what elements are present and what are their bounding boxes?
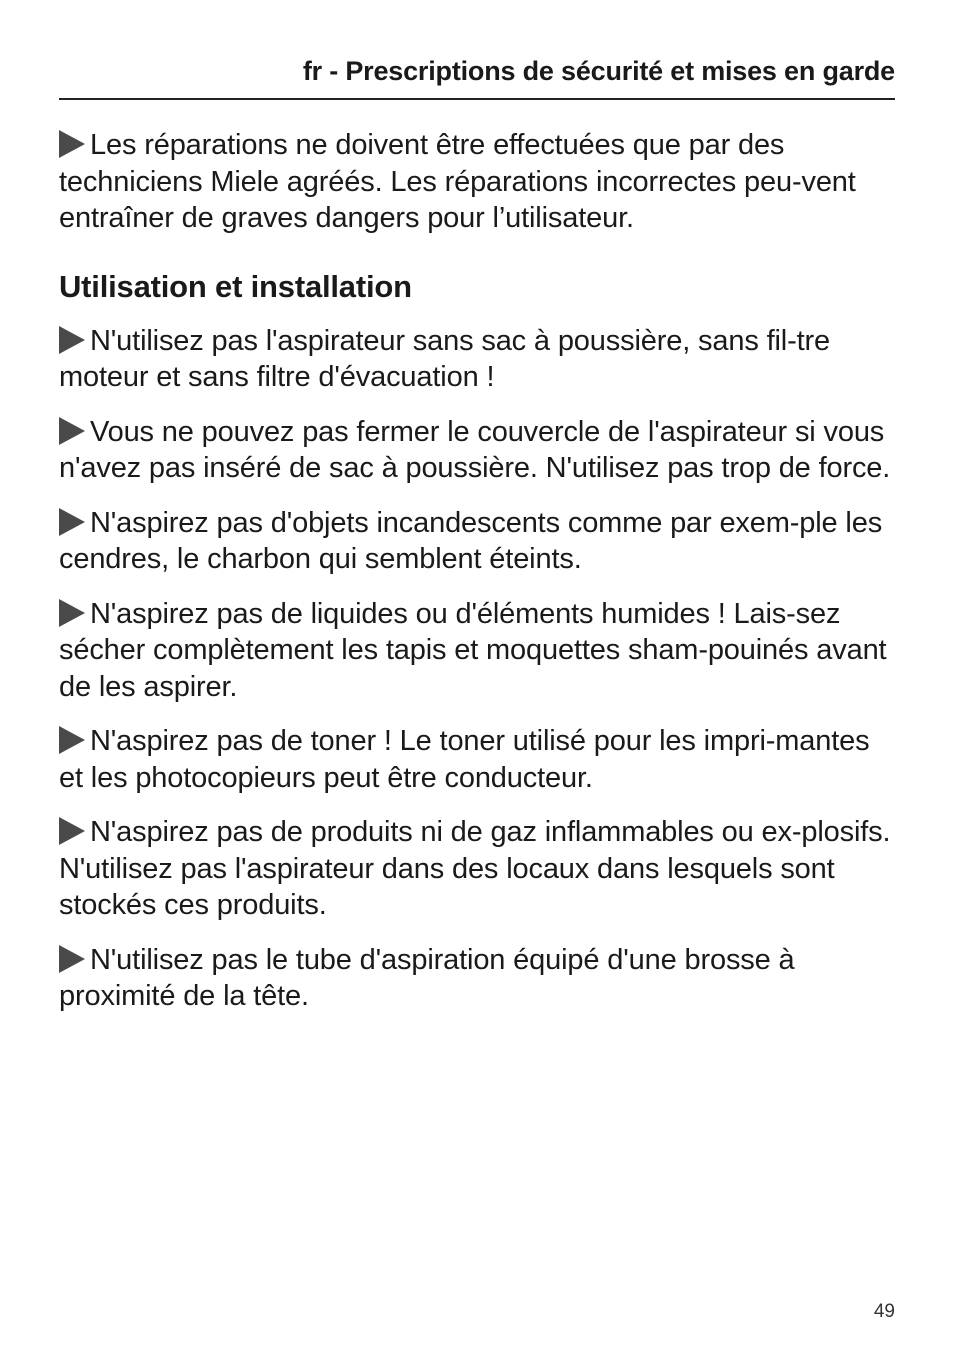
section-heading: Utilisation et installation (59, 268, 412, 304)
safety-item-text: N'aspirez pas d'objets incandescents comme par exem-ple les cendres, le charbon qui semblent éteints. (59, 506, 883, 575)
triangle-bullet-icon (59, 599, 85, 627)
safety-item-text: N'aspirez pas de produits ni de gaz inflammables ou ex-plosifs. N'utilisez pas l'aspirateur dans des locaux dans lesquels sont stockés ces produits. (59, 816, 891, 921)
triangle-bullet-icon (59, 508, 85, 536)
safety-item (59, 723, 895, 796)
safety-item (59, 505, 895, 578)
safety-item-text: N'utilisez pas le tube d'aspiration équipé d'une brosse à proximité de la tête. (59, 943, 795, 1012)
safety-item (59, 814, 895, 924)
page-header (59, 52, 895, 100)
page-title: fr - Prescriptions de sécurité et mises en garde (302, 56, 895, 86)
safety-item-text: N'aspirez pas de toner ! Le toner utilisé pour les impri-mantes et les photocopieurs peut être conducteur. (59, 725, 870, 794)
safety-item-text: N'utilisez pas l'aspirateur sans sac à poussière, sans fil-tre moteur et sans filtre d'évacuation ! (59, 324, 830, 393)
intro-paragraph (59, 127, 895, 237)
safety-item-text: Vous ne pouvez pas fermer le couvercle de l'aspirateur si vous n'avez pas inséré de sac à poussière. N'utilisez pas trop de force. (59, 415, 891, 484)
triangle-bullet-icon (59, 945, 85, 973)
triangle-bullet-icon (59, 817, 85, 845)
safety-item (59, 596, 895, 706)
triangle-bullet-icon (59, 130, 85, 158)
intro-text: Les réparations ne doivent être effectuées que par des techniciens Miele agréés. Les réparations incorrectes peu-vent entraîner de graves dangers pour l’utilisateur. (59, 129, 856, 234)
safety-item (59, 323, 895, 396)
safety-item (59, 942, 895, 1015)
safety-item (59, 414, 895, 487)
safety-item-text: N'aspirez pas de liquides ou d'éléments humides ! Lais-sez sécher complètement les tapis et moquettes sham-pouinés avant de les aspirer. (59, 597, 887, 703)
triangle-bullet-icon (59, 326, 85, 354)
triangle-bullet-icon (59, 726, 85, 754)
page-number: 49 (873, 1301, 895, 1322)
main-content (59, 127, 895, 1033)
triangle-bullet-icon (59, 417, 85, 445)
